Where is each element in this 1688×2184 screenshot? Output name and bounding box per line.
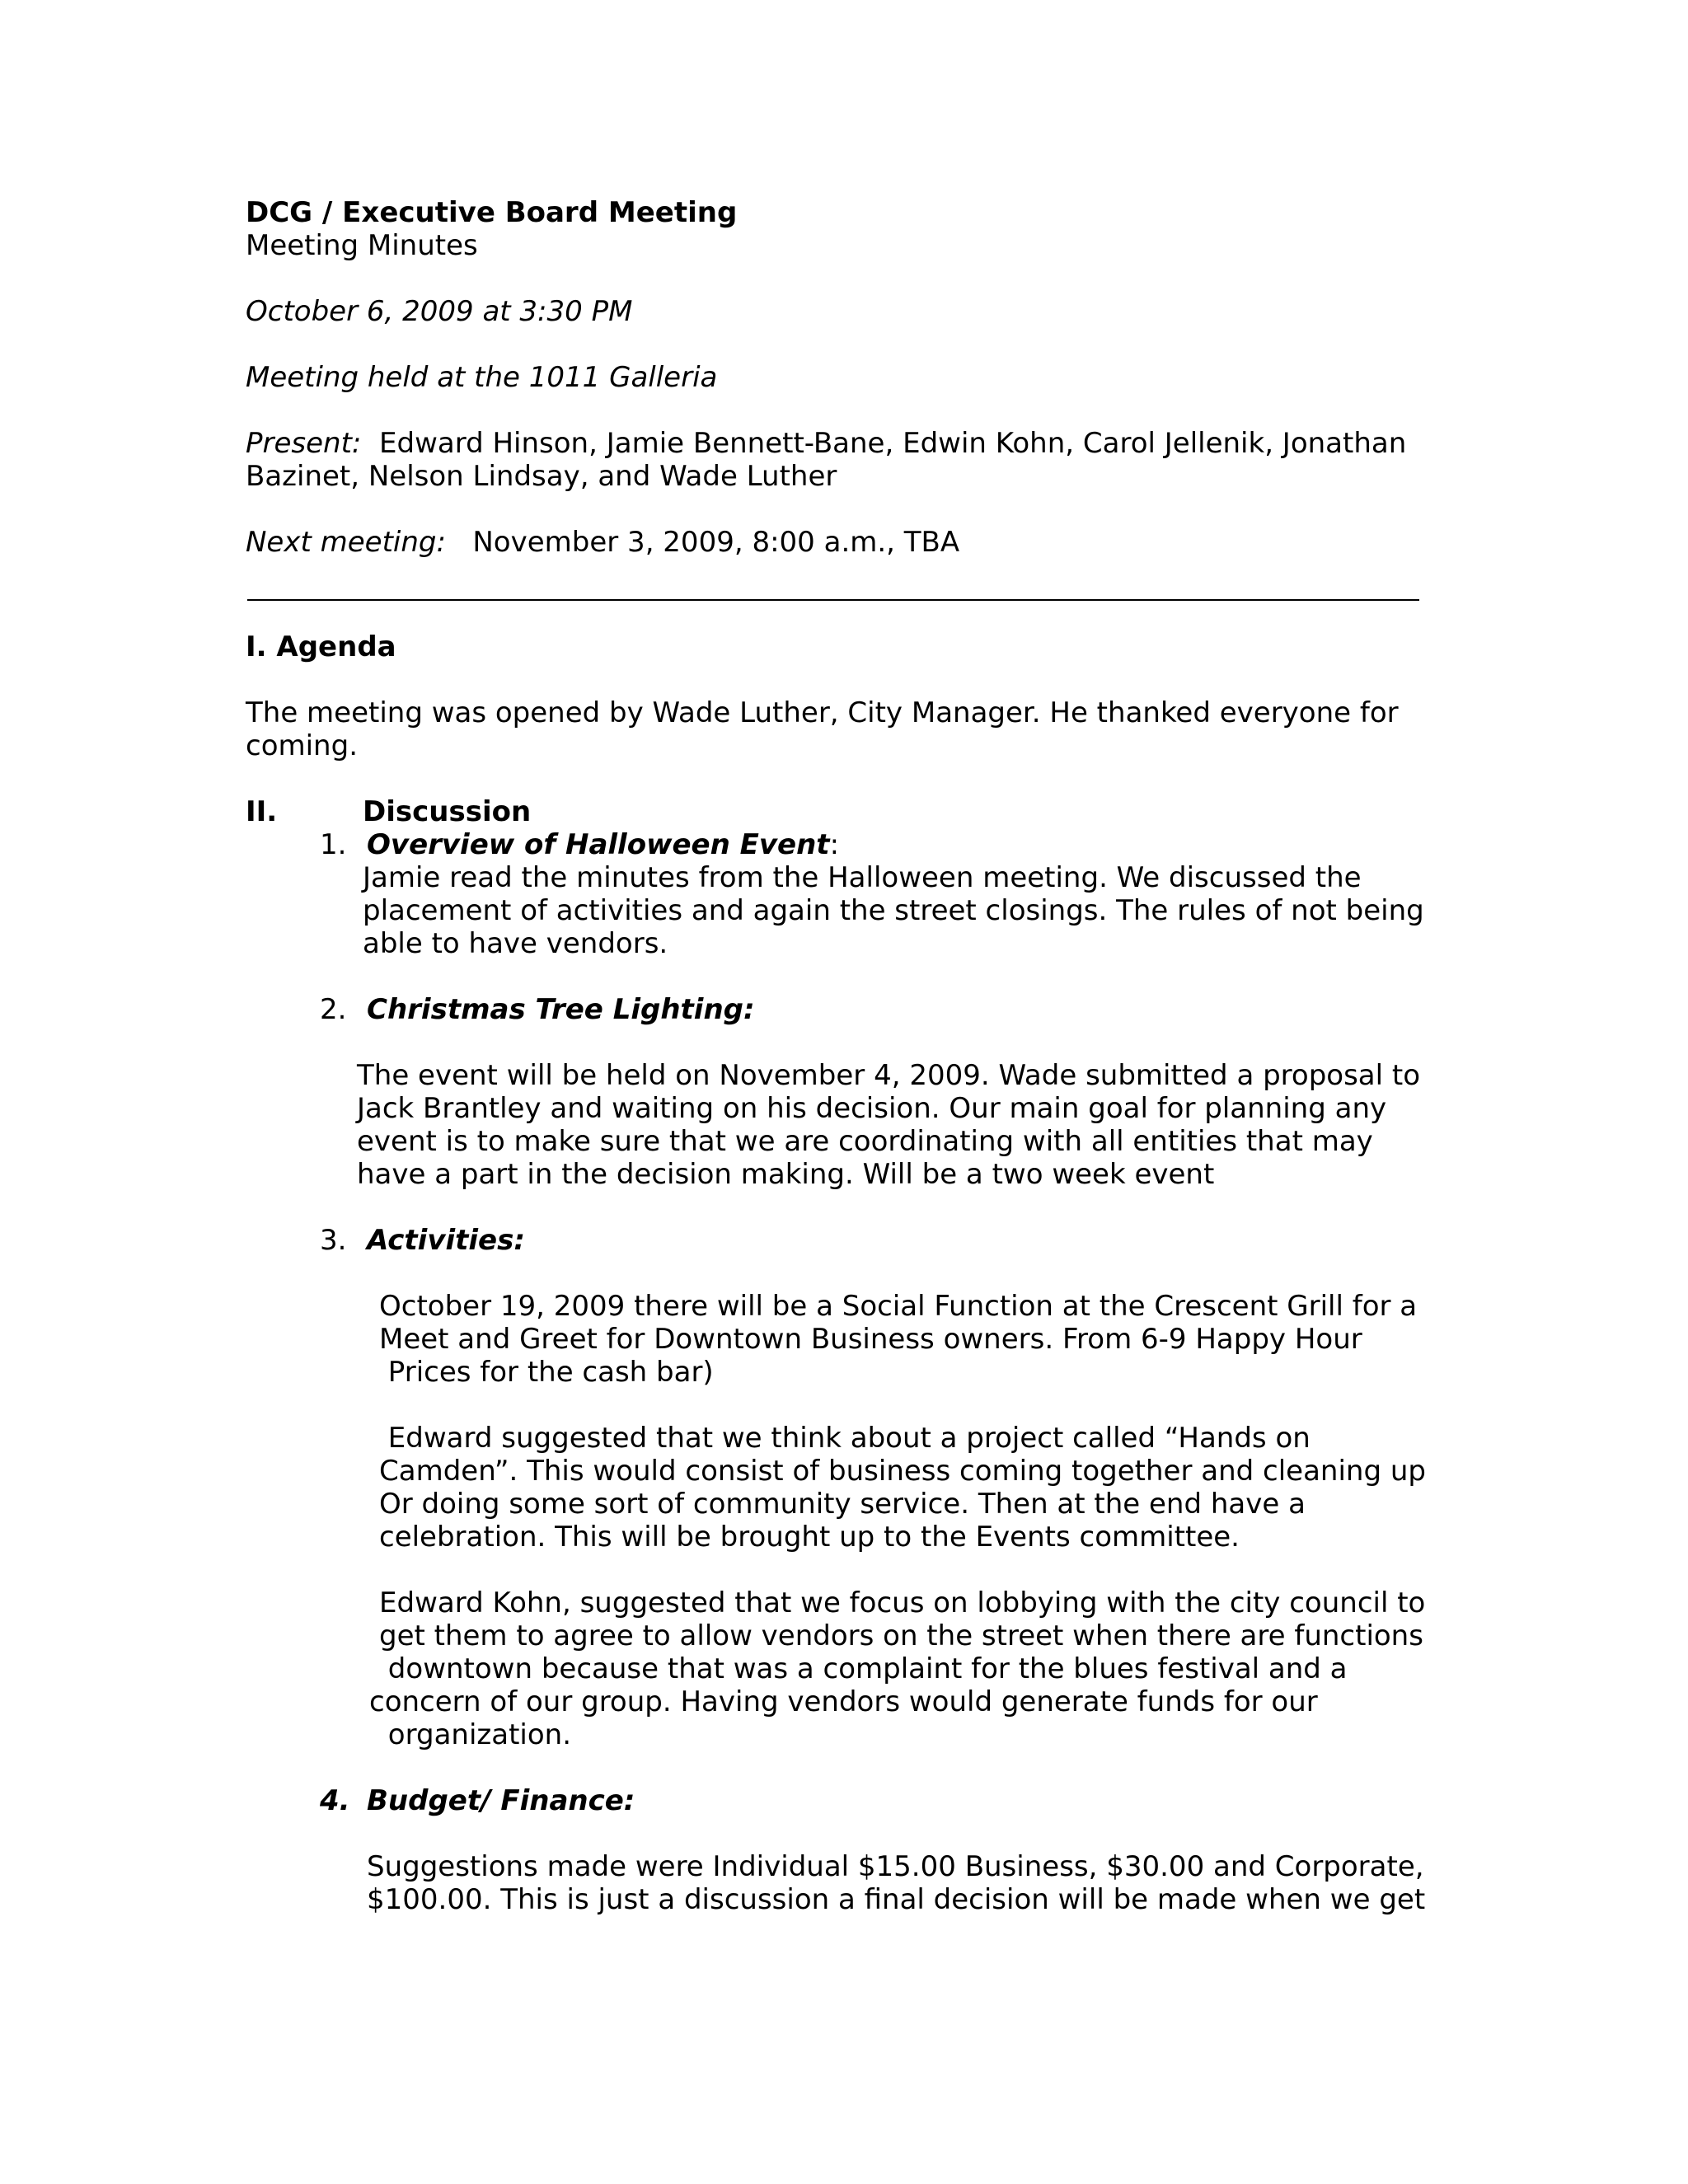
agenda-line-1: The meeting was opened by Wade Luther, City Manager. He thanked everyone for (246, 696, 1399, 729)
item-3-para-1-line-1: October 19, 2009 there will be a Social Function at the Crescent Grill for a (379, 1290, 1418, 1323)
present-label: Present: (246, 427, 362, 460)
discussion-heading: Discussion (363, 795, 532, 828)
item-2-line-2: Jack Brantley and waiting on his decision. Our main goal for planning any (357, 1092, 1387, 1125)
item-4-title: Budget/ Finance: (367, 1784, 635, 1817)
item-3-para-3-line-5: organization. (379, 1718, 572, 1751)
item-3-number: 3. (320, 1224, 347, 1257)
item-2-number: 2. (320, 993, 347, 1026)
item-3-para-2-line-1: Edward suggested that we think about a project called “Hands on (379, 1422, 1311, 1455)
item-3-para-3-line-2: get them to agree to allow vendors on the street when there are functions (379, 1619, 1423, 1652)
item-1-title-line (367, 828, 839, 861)
item-2-title: Christmas Tree Lighting: (367, 993, 755, 1026)
item-1-title: Overview of Halloween Event (367, 828, 830, 861)
item-1-line-3: able to have vendors. (363, 927, 668, 960)
agenda-line-2: coming. (246, 729, 358, 762)
item-3-para-3-line-1: Edward Kohn, suggested that we focus on lobbying with the city council to (379, 1586, 1426, 1619)
present-names-1: Edward Hinson, Jamie Bennett-Bane, Edwin Kohn, Carol Jellenik, Jonathan (379, 427, 1407, 460)
item-4-line-2: $100.00. This is just a discussion a final decision will be made when we get (367, 1883, 1426, 1916)
item-2-line-3: event is to make sure that we are coordinating with all entities that may (357, 1125, 1373, 1158)
discussion-numeral: II. (246, 795, 278, 828)
item-3-para-2-line-2: Camden”. This would consist of business coming together and cleaning up (379, 1455, 1426, 1488)
agenda-heading: I. Agenda (246, 630, 396, 663)
item-2-line-4: have a part in the decision making. Will be a two week event (357, 1158, 1215, 1191)
item-3-para-3-line-4: concern of our group. Having vendors would generate funds for our (369, 1685, 1318, 1718)
present-names-2: Bazinet, Nelson Lindsay, and Wade Luther (246, 460, 837, 493)
item-2-line-1: The event will be held on November 4, 2009. Wade submitted a proposal to (357, 1059, 1421, 1092)
item-4-line-1: Suggestions made were Individual $15.00 Business, $30.00 and Corporate, (367, 1850, 1424, 1883)
next-meeting-value: November 3, 2009, 8:00 a.m., TBA (472, 526, 960, 559)
next-meeting-line (246, 526, 959, 559)
document-subtitle: Meeting Minutes (246, 229, 478, 262)
item-3-para-3-line-3: downtown because that was a complaint for the blues festival and a (379, 1652, 1348, 1685)
horizontal-divider (247, 599, 1419, 601)
document-title: DCG / Executive Board Meeting (246, 196, 738, 229)
item-1-line-1: Jamie read the minutes from the Halloween meeting. We discussed the (363, 861, 1362, 894)
meeting-location: Meeting held at the 1011 Galleria (246, 361, 718, 394)
meeting-date-time: October 6, 2009 at 3:30 PM (246, 295, 633, 328)
item-3-para-2-line-4: celebration. This will be brought up to the Events committee. (379, 1521, 1240, 1554)
item-3-para-2-line-3: Or doing some sort of community service. Then at the end have a (379, 1488, 1306, 1521)
item-4-number: 4. (320, 1784, 350, 1817)
item-1-title-suffix: : (829, 828, 840, 861)
item-3-para-1-line-3: Prices for the cash bar) (379, 1356, 714, 1389)
item-1-number: 1. (320, 828, 347, 861)
next-meeting-label: Next meeting: (246, 526, 446, 559)
item-3-title: Activities: (367, 1224, 525, 1257)
item-3-para-1-line-2: Meet and Greet for Downtown Business owners. From 6-9 Happy Hour (379, 1323, 1362, 1356)
item-1-line-2: placement of activities and again the street closings. The rules of not being (363, 894, 1424, 927)
present-line-1 (246, 427, 1406, 460)
